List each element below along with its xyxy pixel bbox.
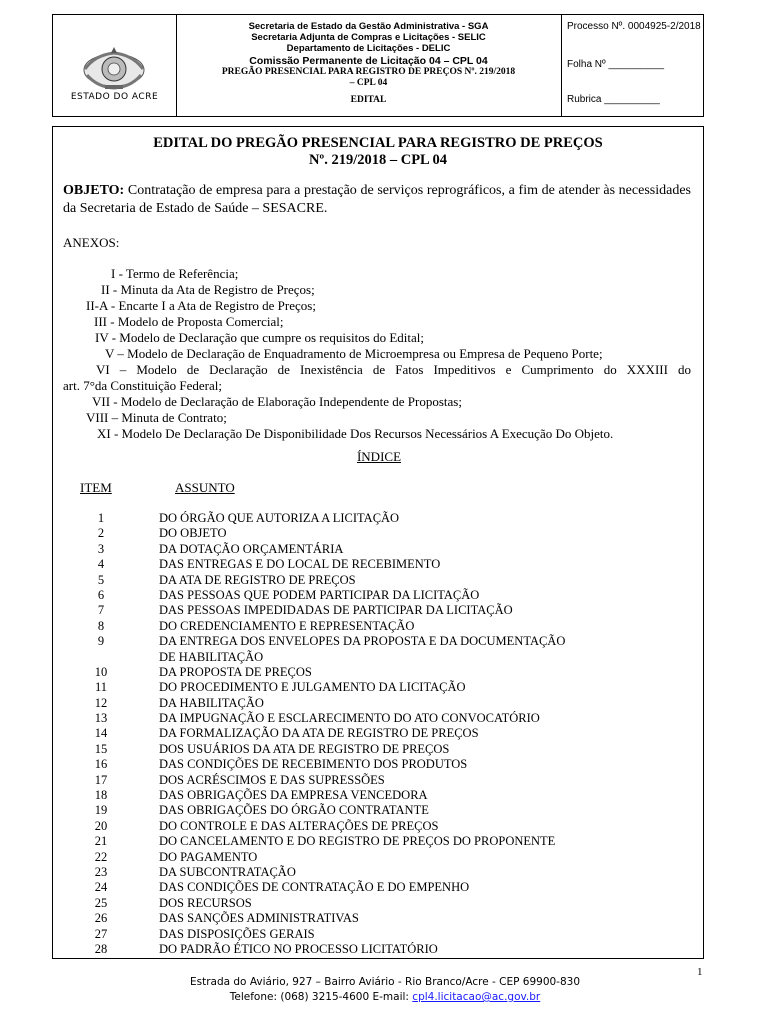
item-subject: DO CONTROLE E DAS ALTERAÇÕES DE PREÇOS: [159, 818, 439, 833]
anexo-item: III - Modelo de Proposta Comercial;: [94, 314, 284, 329]
item-subject: DO PAGAMENTO: [159, 849, 258, 864]
document-header: [52, 14, 704, 117]
anexo-item: V – Modelo de Declaração de Enquadramento de Microempresa ou Empresa de Pequeno Porte;: [105, 346, 603, 361]
item-subject: DAS PESSOAS QUE PODEM PARTICIPAR DA LICITAÇÃO: [159, 587, 480, 602]
item-number: 10: [94, 664, 108, 679]
table-row: [53, 773, 705, 788]
column-header-assunto: ASSUNTO: [175, 480, 235, 495]
table-row: [53, 850, 705, 865]
item-subject: DA ATA DE REGISTRO DE PREÇOS: [159, 572, 356, 587]
item-subject: DAS CONDIÇÕES DE RECEBIMENTO DOS PRODUTOS: [159, 757, 468, 772]
item-number: 5: [97, 572, 105, 587]
anexos-list: [53, 266, 691, 442]
table-row: [53, 819, 705, 834]
processo-number: Processo Nº. 0004925-2/2018: [567, 21, 701, 32]
anexo-item: II - Minuta da Ata de Registro de Preços;: [101, 282, 315, 297]
table-row: [53, 665, 705, 680]
table-row: [53, 634, 705, 665]
item-subject: DO ÓRGÃO QUE AUTORIZA A LICITAÇÃO: [159, 511, 400, 525]
item-subject: DAS PESSOAS IMPEDIDADAS DE PARTICIPAR DA LICITAÇÃO: [159, 603, 513, 618]
anexo-item: II-A - Encarte I a Ata de Registro de Preços;: [86, 298, 316, 313]
item-subject: DOS USUÁRIOS DA ATA DE REGISTRO DE PREÇOS: [159, 741, 450, 756]
item-subject: DA ENTREGA DOS ENVELOPES DA PROPOSTA E DA DOCUMENTAÇÃO: [159, 634, 566, 649]
item-number: 21: [94, 834, 108, 849]
table-row: [53, 542, 705, 557]
item-subject: DAS DISPOSIÇÕES GERAIS: [159, 926, 315, 941]
item-number: 24: [94, 880, 108, 895]
table-row: [53, 911, 705, 926]
item-number: 22: [94, 849, 108, 864]
item-number: 12: [94, 695, 108, 710]
item-subject: DO CANCELAMENTO E DO REGISTRO DE PREÇOS DO PROPONENTE: [159, 834, 556, 849]
item-number: 18: [94, 788, 108, 803]
item-number: 2: [97, 526, 105, 541]
item-subject: DA DOTAÇÃO ORÇAMENTÁRIA: [159, 541, 344, 556]
item-number: 11: [94, 680, 108, 695]
item-number: 20: [94, 818, 108, 833]
edital-title: [53, 135, 703, 169]
header-line-pregao: PREGÃO PRESENCIAL PARA REGISTRO DE PREÇOS Nº. 219/2018: [221, 67, 516, 77]
table-row: [53, 726, 705, 741]
item-number: 19: [94, 803, 108, 818]
table-row: [53, 742, 705, 757]
anexo-item: art. 7°da Constituição Federal;: [63, 378, 222, 393]
item-number: 8: [97, 618, 105, 633]
item-number: 1: [97, 511, 105, 525]
header-process-cell: [561, 15, 703, 116]
anexo-item: IV - Modelo de Declaração que cumpre os requisitos do Edital;: [95, 330, 424, 345]
item-number: 14: [94, 726, 108, 741]
indice-heading: ÍNDICE: [356, 449, 402, 464]
item-subject: DAS CONDIÇÕES DE CONTRATAÇÃO E DO EMPENHO: [159, 880, 470, 895]
item-number: 27: [94, 926, 108, 941]
item-subject: DAS OBRIGAÇÕES DO ÓRGÃO CONTRATANTE: [159, 803, 429, 818]
header-line-pregao-cont: – CPL 04: [349, 78, 388, 88]
item-number: 16: [94, 757, 108, 772]
header-line-delic: Departamento de Licitações - DELIC: [286, 43, 451, 54]
table-row: [53, 680, 705, 695]
item-number: 28: [94, 941, 108, 956]
rubrica-field: Rubrica __________: [567, 94, 660, 105]
item-number: 26: [94, 911, 108, 926]
item-number: 9: [97, 634, 105, 649]
table-row: [53, 511, 705, 526]
item-number: 13: [94, 711, 108, 726]
item-number: 15: [94, 741, 108, 756]
header-line-edital: EDITAL: [350, 95, 387, 105]
table-row: [53, 896, 705, 911]
table-row: [53, 603, 705, 618]
item-subject-continued: DE HABILITAÇÃO: [159, 649, 264, 664]
logo-caption: ESTADO DO ACRE: [70, 92, 159, 102]
footer-contact: [0, 990, 770, 1005]
item-subject: DA FORMALIZAÇÃO DA ATA DE REGISTRO DE PREÇOS: [159, 726, 479, 741]
item-subject: DAS SANÇÕES ADMINISTRATIVAS: [159, 911, 359, 926]
table-row: [53, 788, 705, 803]
folha-field: Folha Nº __________: [567, 59, 665, 70]
table-row: [53, 557, 705, 572]
item-number: 7: [97, 603, 105, 618]
objeto-paragraph: [63, 182, 691, 218]
anexo-item: VII - Modelo de Declaração de Elaboração Independente de Propostas;: [92, 394, 462, 409]
item-number: 25: [94, 895, 108, 910]
column-header-item: ITEM: [80, 480, 112, 495]
table-row: [53, 880, 705, 895]
item-subject: DA PROPOSTA DE PREÇOS: [159, 664, 312, 679]
table-row: [53, 865, 705, 880]
anexo-item: I - Termo de Referência;: [111, 266, 239, 281]
table-row: [53, 696, 705, 711]
footer-phone: Telefone: (068) 3215-4600 E-mail:: [229, 991, 409, 1003]
item-subject: DA IMPUGNAÇÃO E ESCLARECIMENTO DO ATO CONVOCATÓRIO: [159, 711, 540, 726]
index-table: [53, 511, 705, 957]
item-number: 4: [97, 557, 105, 572]
page-number: 1: [697, 966, 703, 978]
table-row: [53, 573, 705, 588]
item-number: 23: [94, 865, 108, 879]
item-subject: DAS ENTREGAS E DO LOCAL DE RECEBIMENTO: [159, 557, 441, 572]
header-titles: [176, 15, 562, 116]
anexo-item: XI - Modelo De Declaração De Disponibilidade Dos Recursos Necessários A Execução Do Objeto.: [97, 426, 614, 441]
item-subject: DA HABILITAÇÃO: [159, 695, 264, 710]
page-footer: [0, 975, 770, 1005]
state-coat-of-arms-icon: [75, 45, 153, 91]
table-row: [53, 942, 705, 957]
item-subject: DO OBJETO: [159, 526, 227, 541]
footer-address: Estrada do Aviário, 927 – Bairro Aviário - Rio Branco/Acre - CEP 69900-830: [189, 976, 581, 988]
header-line-selic: Secretaria Adjunta de Compras e Licitações - SELIC: [251, 32, 486, 43]
item-subject: DOS ACRÉSCIMOS E DAS SUPRESSÕES: [159, 772, 385, 787]
item-number: 17: [94, 772, 108, 787]
objeto-label: OBJETO:: [63, 183, 125, 198]
edital-body: [52, 126, 704, 959]
header-logo-cell: [53, 15, 177, 116]
item-subject: DOS RECURSOS: [159, 895, 252, 910]
item-subject: DO PADRÃO ÉTICO NO PROCESSO LICITATÓRIO: [159, 941, 438, 956]
edital-title-line1: EDITAL DO PREGÃO PRESENCIAL PARA REGISTRO DE PREÇOS: [153, 135, 603, 151]
table-row: [53, 711, 705, 726]
anexo-item: VI – Modelo de Declaração de Inexistência de Fatos Impeditivos e Cumprimento do XXXIII do: [96, 362, 691, 377]
anexos-label: ANEXOS:: [63, 235, 120, 250]
anexo-item: VIII – Minuta de Contrato;: [86, 410, 227, 425]
header-line-cpl: Comissão Permanente de Licitação 04 – CPL 04: [249, 55, 488, 67]
item-subject: DO PROCEDIMENTO E JULGAMENTO DA LICITAÇÃO: [159, 680, 466, 695]
table-row: [53, 619, 705, 634]
table-row: [53, 526, 705, 541]
table-row: [53, 757, 705, 772]
table-row: [53, 803, 705, 818]
table-row: [53, 927, 705, 942]
table-row: [53, 588, 705, 603]
item-number: 6: [97, 587, 105, 602]
objeto-text: Contratação de empresa para a prestação de serviços reprográficos, a fim de atender às necessidades da Secretaria de Estado de Saúde – SESACRE.: [63, 183, 691, 216]
table-row: [53, 834, 705, 849]
edital-title-line2: Nº. 219/2018 – CPL 04: [308, 152, 448, 168]
header-line-sga: Secretaria de Estado da Gestão Administrativa - SGA: [248, 21, 489, 32]
item-subject: DAS OBRIGAÇÕES DA EMPRESA VENCEDORA: [159, 788, 428, 803]
footer-email-link[interactable]: cpl4.licitacao@ac.gov.br: [412, 991, 541, 1003]
item-subject: DA SUBCONTRATAÇÃO: [159, 865, 296, 879]
item-subject: DO CREDENCIAMENTO E REPRESENTAÇÃO: [159, 618, 415, 633]
item-number: 3: [97, 541, 105, 556]
